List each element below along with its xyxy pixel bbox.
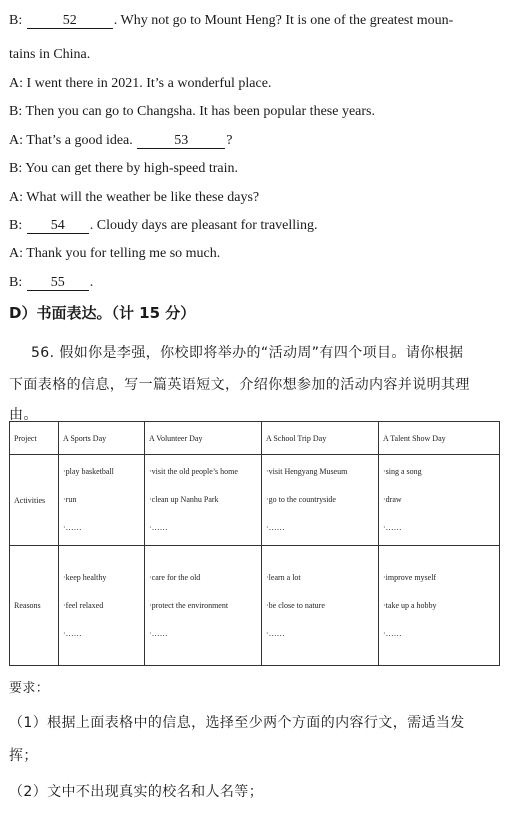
answer-blank-52[interactable]: 52 bbox=[27, 13, 113, 29]
dialogue-line: B: Then you can go to Changsha. It has been popular these years. bbox=[9, 104, 375, 119]
table-cell bbox=[59, 546, 145, 666]
dialogue-line: A: Thank you for telling me so much. bbox=[9, 246, 221, 261]
answer-blank-53[interactable]: 53 bbox=[137, 133, 225, 149]
speaker: B: bbox=[9, 218, 23, 233]
table-cell bbox=[262, 455, 379, 546]
cell-item: ·…… bbox=[383, 628, 402, 638]
header-cell: A Volunteer Day bbox=[145, 422, 262, 455]
answer-blank-55[interactable]: 55 bbox=[27, 275, 89, 291]
table-cell bbox=[145, 546, 262, 666]
table-cell bbox=[262, 546, 379, 666]
cell-item: ·learn a lot bbox=[266, 572, 301, 582]
answer-blank-54[interactable]: 54 bbox=[27, 218, 89, 234]
dialogue-line: A: I went there in 2021. It’s a wonderful place. bbox=[9, 76, 272, 91]
dialogue-line-54 bbox=[9, 217, 507, 235]
dialogue-text: . Cloudy days are pleasant for travelling. bbox=[89, 218, 318, 233]
dialogue-line-55 bbox=[9, 274, 507, 292]
table-row-reasons bbox=[10, 546, 500, 666]
task-prompt-line: 由。 bbox=[9, 407, 38, 423]
header-cell: A Sports Day bbox=[59, 422, 145, 455]
task-prompt-line: 56. 假如你是李强，你校即将举办的“活动周”有四个项目。请你根据 bbox=[31, 345, 464, 361]
table-header-row bbox=[10, 422, 500, 455]
cell-item: ·protect the environment bbox=[149, 600, 229, 610]
task-prompt-line: 下面表格的信息，写一篇英语短文，介绍你想参加的活动内容并说明其理 bbox=[9, 377, 470, 393]
dialogue-line: B: You can get there by high-speed train. bbox=[9, 161, 239, 176]
cell-item: ·feel relaxed bbox=[63, 600, 104, 610]
cell-item: ·play basketball bbox=[63, 467, 114, 476]
cell-item: ·sing a song bbox=[383, 467, 422, 476]
cell-item: ·be close to nature bbox=[266, 600, 325, 610]
cell-item: ·…… bbox=[149, 628, 168, 638]
row-label: Reasons bbox=[10, 546, 59, 666]
cell-item: ·improve myself bbox=[383, 572, 437, 582]
speaker: B: bbox=[9, 13, 23, 28]
header-cell: A Talent Show Day bbox=[379, 422, 500, 455]
cell-item: ·…… bbox=[149, 523, 168, 532]
requirement-line: （1）根据上面表格中的信息，选择至少两个方面的内容行文，需适当发 bbox=[9, 715, 465, 731]
dialogue-text: . bbox=[89, 275, 94, 290]
cell-item: ·go to the countryside bbox=[266, 495, 336, 504]
dialogue-line: A: What will the weather be like these days? bbox=[9, 190, 260, 205]
speaker: B: bbox=[9, 275, 23, 290]
table-cell bbox=[379, 455, 500, 546]
requirement-line: （2）文中不出现真实的校名和人名等； bbox=[9, 784, 264, 800]
dialogue-line-52 bbox=[9, 12, 507, 30]
cell-item: ·clean up Nanhu Park bbox=[149, 495, 219, 504]
table-cell bbox=[59, 455, 145, 546]
cell-item: ·visit Hengyang Museum bbox=[266, 467, 348, 476]
cell-item: ·…… bbox=[266, 523, 285, 532]
cell-item: ·draw bbox=[383, 495, 402, 504]
dialogue-line-continuation: tains in China. bbox=[9, 47, 91, 62]
requirement-line: 挥； bbox=[9, 748, 38, 764]
cell-item: ·…… bbox=[63, 523, 82, 532]
table-cell bbox=[145, 455, 262, 546]
cell-item: ·…… bbox=[63, 628, 82, 638]
dialogue-text: . Why not go to Mount Heng? It is one of the greatest moun- bbox=[113, 13, 454, 28]
section-heading: D）书面表达。（计 15 分） bbox=[9, 304, 196, 322]
table-cell bbox=[379, 546, 500, 666]
dialogue-text: ? bbox=[226, 133, 233, 148]
table-row-activities bbox=[10, 455, 500, 546]
requirements-title: 要求： bbox=[9, 681, 50, 696]
cell-item: ·visit the old people’s home bbox=[149, 467, 238, 476]
cell-item: ·keep healthy bbox=[63, 572, 107, 582]
dialogue-text: A: That’s a good idea. bbox=[9, 133, 133, 148]
activity-table bbox=[9, 421, 500, 666]
cell-item: ·run bbox=[63, 495, 77, 504]
cell-item: ·take up a hobby bbox=[383, 600, 437, 610]
header-cell: A School Trip Day bbox=[262, 422, 379, 455]
cell-item: ·…… bbox=[266, 628, 285, 638]
dialogue-line-53 bbox=[9, 132, 507, 150]
cell-item: ·…… bbox=[383, 523, 402, 532]
row-label: Activities bbox=[10, 455, 59, 546]
header-cell: Project bbox=[10, 422, 59, 455]
cell-item: ·care for the old bbox=[149, 572, 201, 582]
